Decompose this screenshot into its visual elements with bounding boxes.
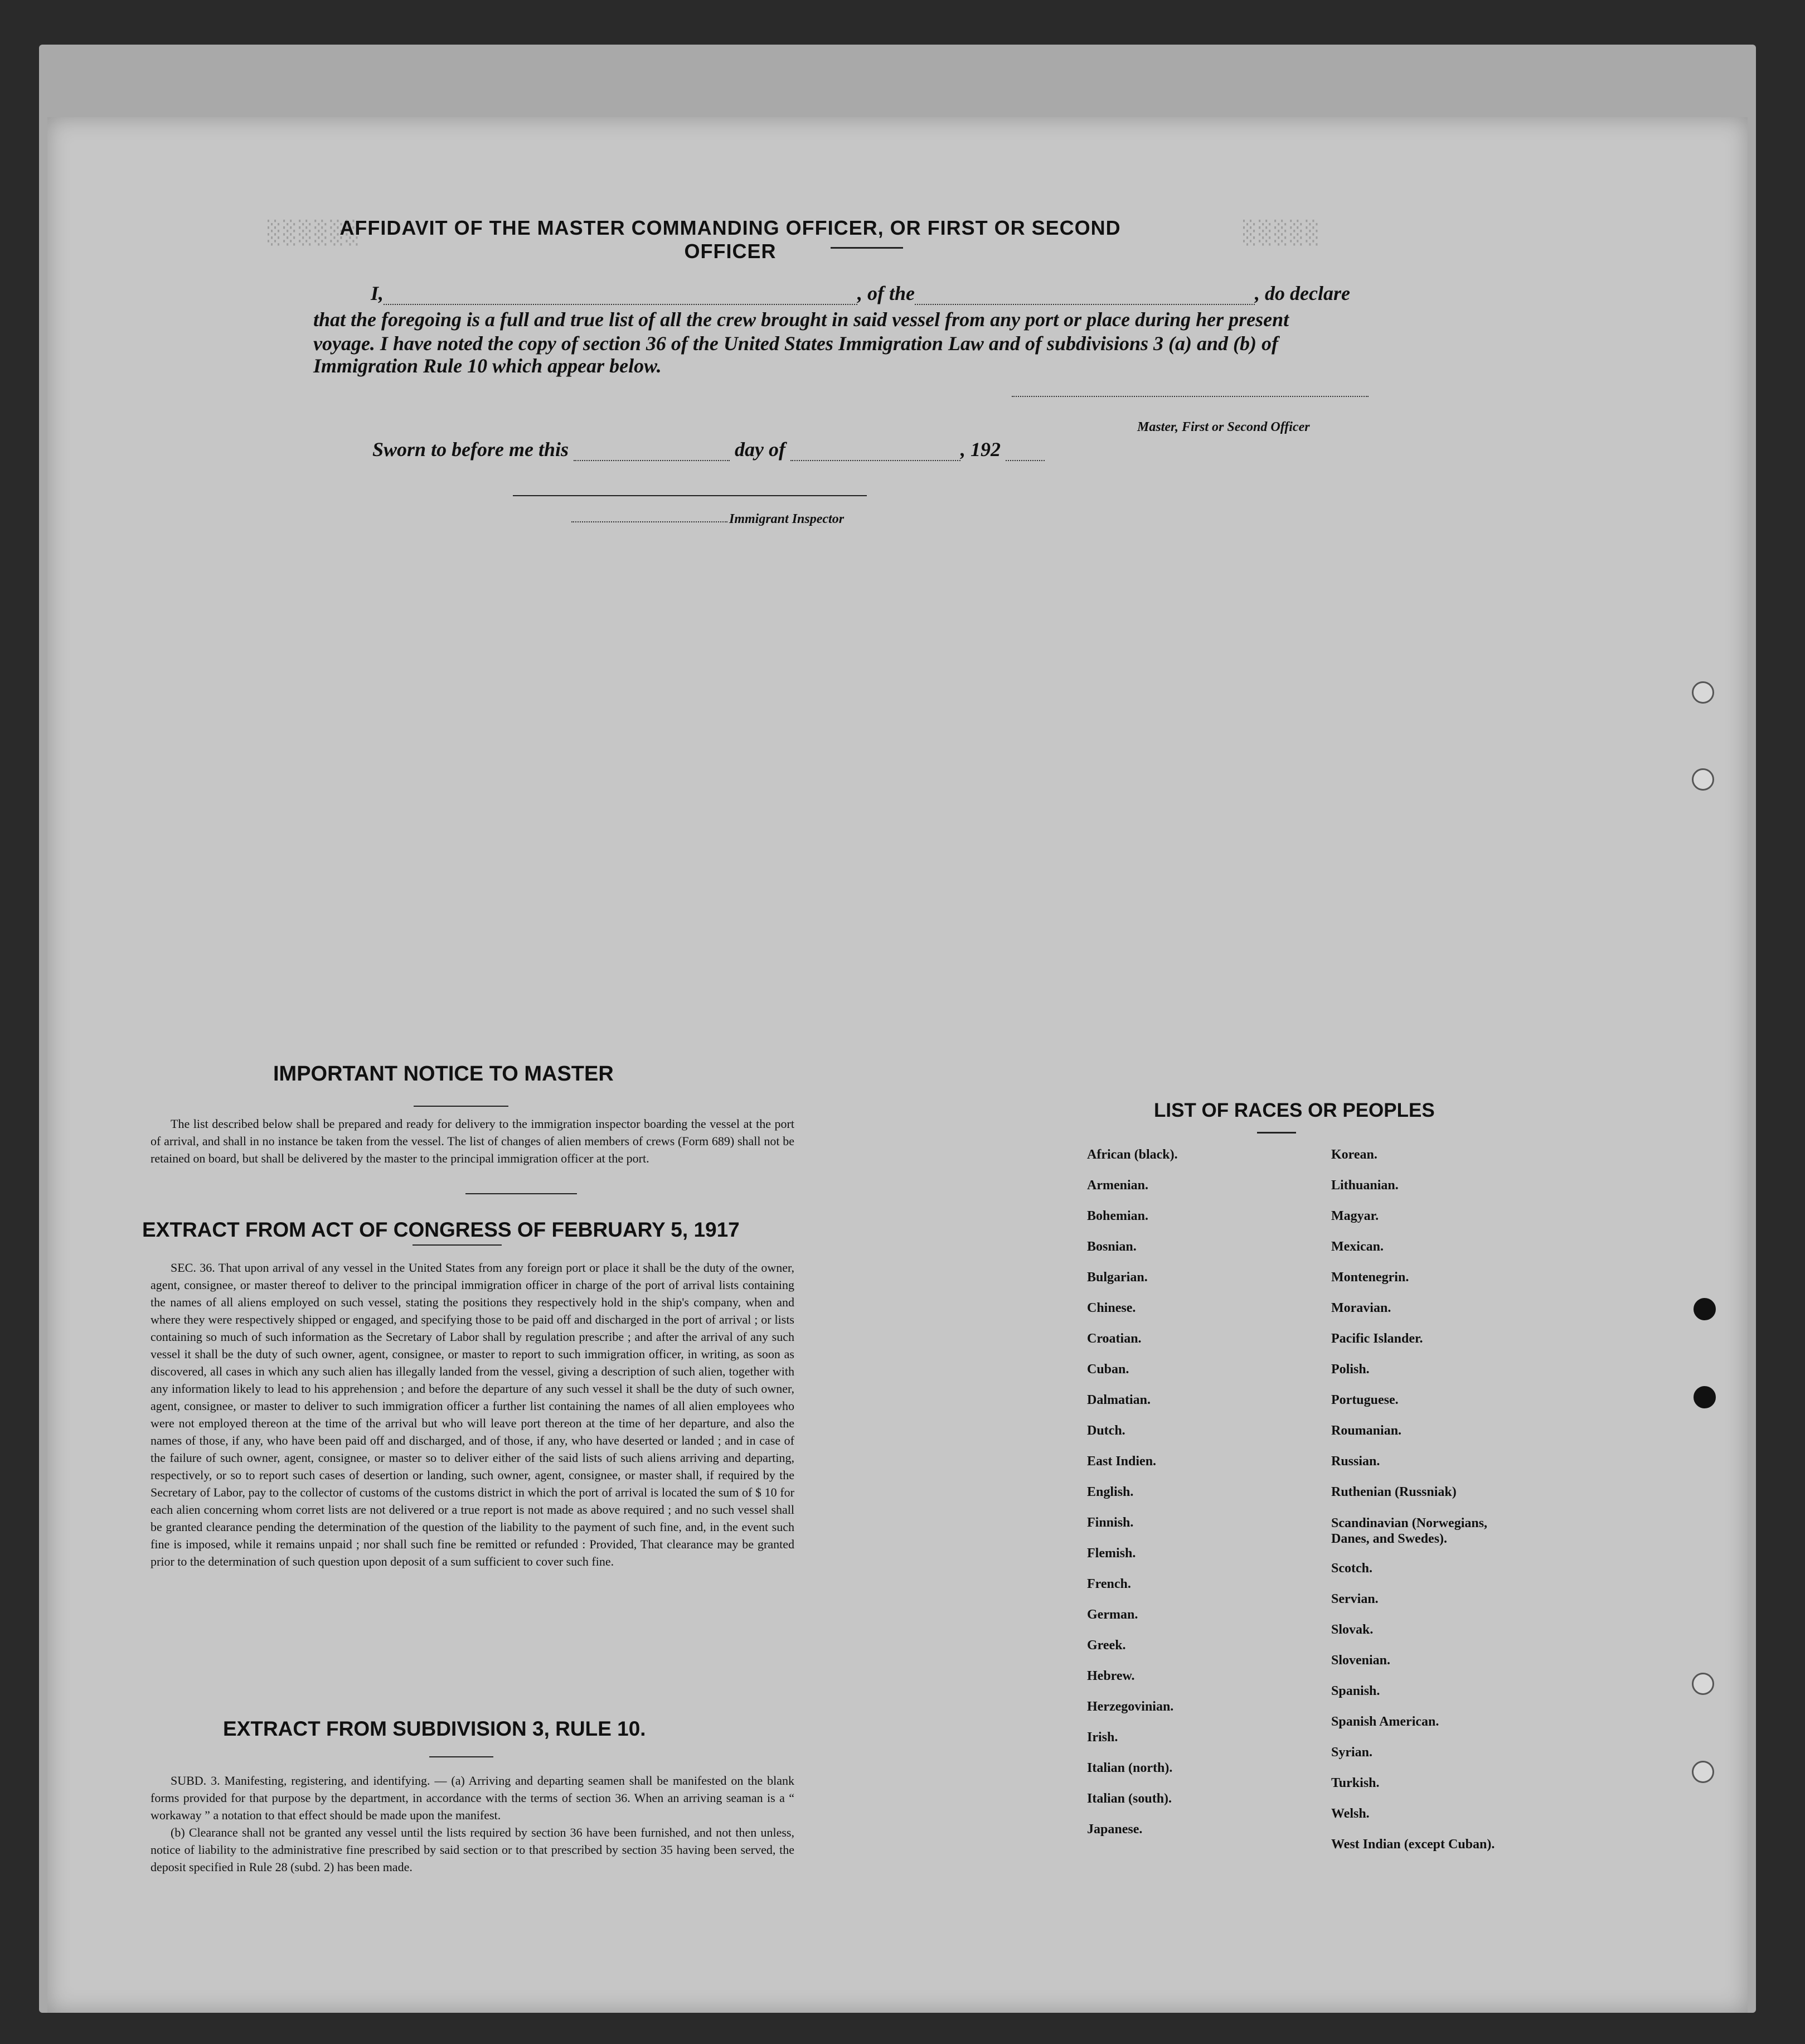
race-item: Mexican. — [1331, 1239, 1384, 1254]
punch-hole — [1692, 1673, 1714, 1695]
race-item: Roumanian. — [1331, 1423, 1402, 1438]
race-item: Spanish. — [1331, 1684, 1380, 1698]
punch-hole — [1692, 768, 1714, 791]
race-item: Welsh. — [1331, 1806, 1370, 1821]
rule-para-b: (b) Clearance shall not be granted any vessel until the lists required by section 36 have been furnished, and not then unless, notice of liability to the administrative fine prescribed by said section or to that prescribed by section 35 having been served, the deposit specified in Rule 28 (subd. 2) has been made. — [151, 1825, 794, 1874]
inspector-signature-line — [513, 495, 867, 496]
race-item: Pacific Islander. — [1331, 1331, 1423, 1346]
race-item: Magyar. — [1331, 1209, 1379, 1223]
race-item: Scotch. — [1331, 1561, 1372, 1576]
affidavit-of-the: , of the — [857, 282, 915, 304]
race-item: Greek. — [1087, 1638, 1126, 1653]
race-item: Japanese. — [1087, 1822, 1143, 1837]
sworn-prefix: Sworn to before me this — [372, 438, 569, 461]
race-item: German. — [1087, 1607, 1138, 1622]
race-item: Slovenian. — [1331, 1653, 1391, 1668]
punch-hole — [1694, 1386, 1716, 1408]
race-item: Scandinavian (Norwegians, Danes, and Swedes). — [1331, 1516, 1488, 1546]
signature-caption: Master, First or Second Officer — [1137, 420, 1310, 434]
race-item: Cuban. — [1087, 1362, 1129, 1377]
punch-hole — [1692, 681, 1714, 704]
inspector-caption: Immigrant Inspector — [729, 512, 845, 526]
race-item: Korean. — [1331, 1147, 1377, 1162]
race-item: Montenegrin. — [1331, 1270, 1409, 1285]
name-blank[interactable] — [384, 304, 857, 305]
race-item: Flemish. — [1087, 1546, 1136, 1561]
race-item: Herzegovinian. — [1087, 1699, 1174, 1714]
race-item: African (black). — [1087, 1147, 1178, 1162]
affidavit-title: AFFIDAVIT OF THE MASTER COMMANDING OFFICER, OR FIRST OR SECOND OFFICER — [339, 216, 1121, 263]
race-item: Servian. — [1331, 1592, 1379, 1606]
race-item: Finnish. — [1087, 1515, 1134, 1530]
act-rule — [413, 1244, 502, 1246]
rule-text — [151, 1772, 794, 1876]
notice-text: The list described below shall be prepared and ready for delivery to the immigration inspector boarding the vessel at the port of arrival, and shall in no instance be taken from the vessel. The list of changes of alien members of crews (Form 689) shall not be retained on board, but shall be delivered by the master to the principal immigration officer at the port. — [151, 1117, 794, 1165]
race-item: Croatian. — [1087, 1331, 1142, 1346]
notice-title: IMPORTANT NOTICE TO MASTER — [273, 1062, 614, 1086]
races-left-column — [1087, 1147, 1178, 1853]
rule-title: EXTRACT FROM SUBDIVISION 3, RULE 10. — [223, 1717, 646, 1740]
signature-line[interactable] — [1012, 390, 1369, 397]
race-item: Polish. — [1331, 1362, 1370, 1377]
race-item: Turkish. — [1331, 1776, 1380, 1790]
punch-hole — [1694, 1298, 1716, 1320]
race-item: Armenian. — [1087, 1178, 1148, 1193]
race-item: Dutch. — [1087, 1423, 1125, 1438]
act-title: EXTRACT FROM ACT OF CONGRESS OF FEBRUARY 5, 1917 — [142, 1218, 740, 1241]
race-item: Dalmatian. — [1087, 1393, 1151, 1407]
race-item: Lithuanian. — [1331, 1178, 1399, 1193]
sworn-line — [372, 438, 1045, 461]
notice-rule-bottom — [465, 1193, 577, 1194]
vessel-blank[interactable] — [915, 304, 1255, 305]
sworn-month-blank[interactable] — [790, 460, 960, 461]
race-item: Russian. — [1331, 1454, 1380, 1469]
race-item: English. — [1087, 1485, 1134, 1499]
sworn-year-blank[interactable] — [1006, 460, 1045, 461]
race-item: East Indien. — [1087, 1454, 1157, 1469]
sworn-day-of: day of — [735, 438, 786, 461]
race-item: Chinese. — [1087, 1301, 1136, 1315]
races-right-column — [1331, 1147, 1510, 1868]
rule-para-a: SUBD. 3. Manifesting, registering, and identifying. — (a) Arriving and departing seamen shall be manifested on the blank forms provided for that purpose by the department, in accordance with the terms of section 36. When an arriving seaman is a “ workaway ” a notation to that effect should be made upon the manifest. — [151, 1774, 794, 1822]
inspector-dotted — [571, 516, 727, 522]
race-item: Bohemian. — [1087, 1209, 1149, 1223]
bleed-through-text: ░░░░░ — [1243, 220, 1322, 246]
punch-hole — [1692, 1761, 1714, 1783]
race-item: Bosnian. — [1087, 1239, 1137, 1254]
race-item: Italian (south). — [1087, 1791, 1172, 1806]
affidavit-line-4: Immigration Rule 10 which appear below. — [313, 355, 662, 377]
bleed-through-text: ░░░░░░ — [268, 220, 362, 246]
race-item: West Indian (except Cuban). — [1331, 1837, 1495, 1852]
affidavit-do-declare: , do declare — [1255, 282, 1350, 304]
race-item: Spanish American. — [1331, 1714, 1439, 1729]
affidavit-i: I, — [371, 282, 384, 304]
race-item: Hebrew. — [1087, 1669, 1135, 1683]
sworn-year: , 192 — [960, 438, 1001, 461]
notice-rule-top — [414, 1106, 508, 1107]
sworn-day-blank[interactable] — [574, 460, 730, 461]
race-item: Portuguese. — [1331, 1393, 1399, 1407]
race-item: Slovak. — [1331, 1622, 1374, 1637]
race-item: Irish. — [1087, 1730, 1118, 1745]
race-item: Syrian. — [1331, 1745, 1373, 1760]
race-item: Ruthenian (Russniak) — [1331, 1485, 1457, 1499]
races-underline — [1257, 1132, 1296, 1134]
race-item: Bulgarian. — [1087, 1270, 1148, 1285]
rule-underline — [429, 1756, 493, 1757]
act-text: SEC. 36. That upon arrival of any vessel in the United States from any foreign port or place it shall be the duty of the owner, agent, consignee, or master thereof to deliver to the principal immigration officer in charge of the port of arrival lists containing the names of all aliens employed on such vessel, stating the positions they respectively hold in the ship's company, when and where they were respectively shipped or engaged, and specifying those to be paid off and discharged in the port of arrival ; or lists containing so much of such information as the Secretary of Labor shall by regulation prescribe ; and after the arrival of any such vessel it shall be the duty of such owner, agent, consignee, or master to report to such immigration officer, in writing, as soon as discovered, all cases in which any such alien has illegally landed from the vessel, giving a description of such alien, together with any information likely to lead to his apprehension ; and before the departure of any such vessel it shall be the duty of such owner, agent, consignee, or master to deliver to such immigration officer a further list containing the names of all alien employees who were not employed thereon at the time of the arrival but who will leave port thereon at the time of her departure, and also the names of those, if any, who have been paid off and discharged, and of those, if any, who have deserted or landed ; and in case of the failure of such owner, agent, consignee, or master so to deliver either of the said lists of such aliens arriving and departing, respectively, or so to report such cases of desertion or landing, such owner, agent, consignee, or master shall, if required by the Secretary of Labor, pay to the collector of customs of the customs district in which the port of arrival is located the sum of $ 10 for each alien concerning whom corret lists are not delivered or a true report is not made as above required ; and no such vessel shall be granted clearance pending the determination of the question of the liability to the payment of such fine, and, in the event such fine is imposed, while it remains unpaid ; nor shall such fine be remitted or refunded : Provided, That clearance may be granted prior to the determination of such question upon deposit of a sum sufficient to cover such fine. — [151, 1261, 794, 1568]
races-title: LIST OF RACES OR PEOPLES — [1154, 1100, 1435, 1121]
race-item: French. — [1087, 1577, 1131, 1591]
race-item: Italian (north). — [1087, 1761, 1173, 1775]
affidavit-line-3: voyage. I have noted the copy of section 36 of the United States Immigration Law and of subdivisions 3 (a) and (b) of — [313, 332, 1278, 355]
affidavit-line-1 — [371, 282, 1350, 305]
affidavit-line-2: that the foregoing is a full and true list of all the crew brought in said vessel from any port or place during her present — [313, 308, 1289, 331]
race-item: Moravian. — [1331, 1301, 1391, 1315]
title-underline — [831, 247, 903, 249]
